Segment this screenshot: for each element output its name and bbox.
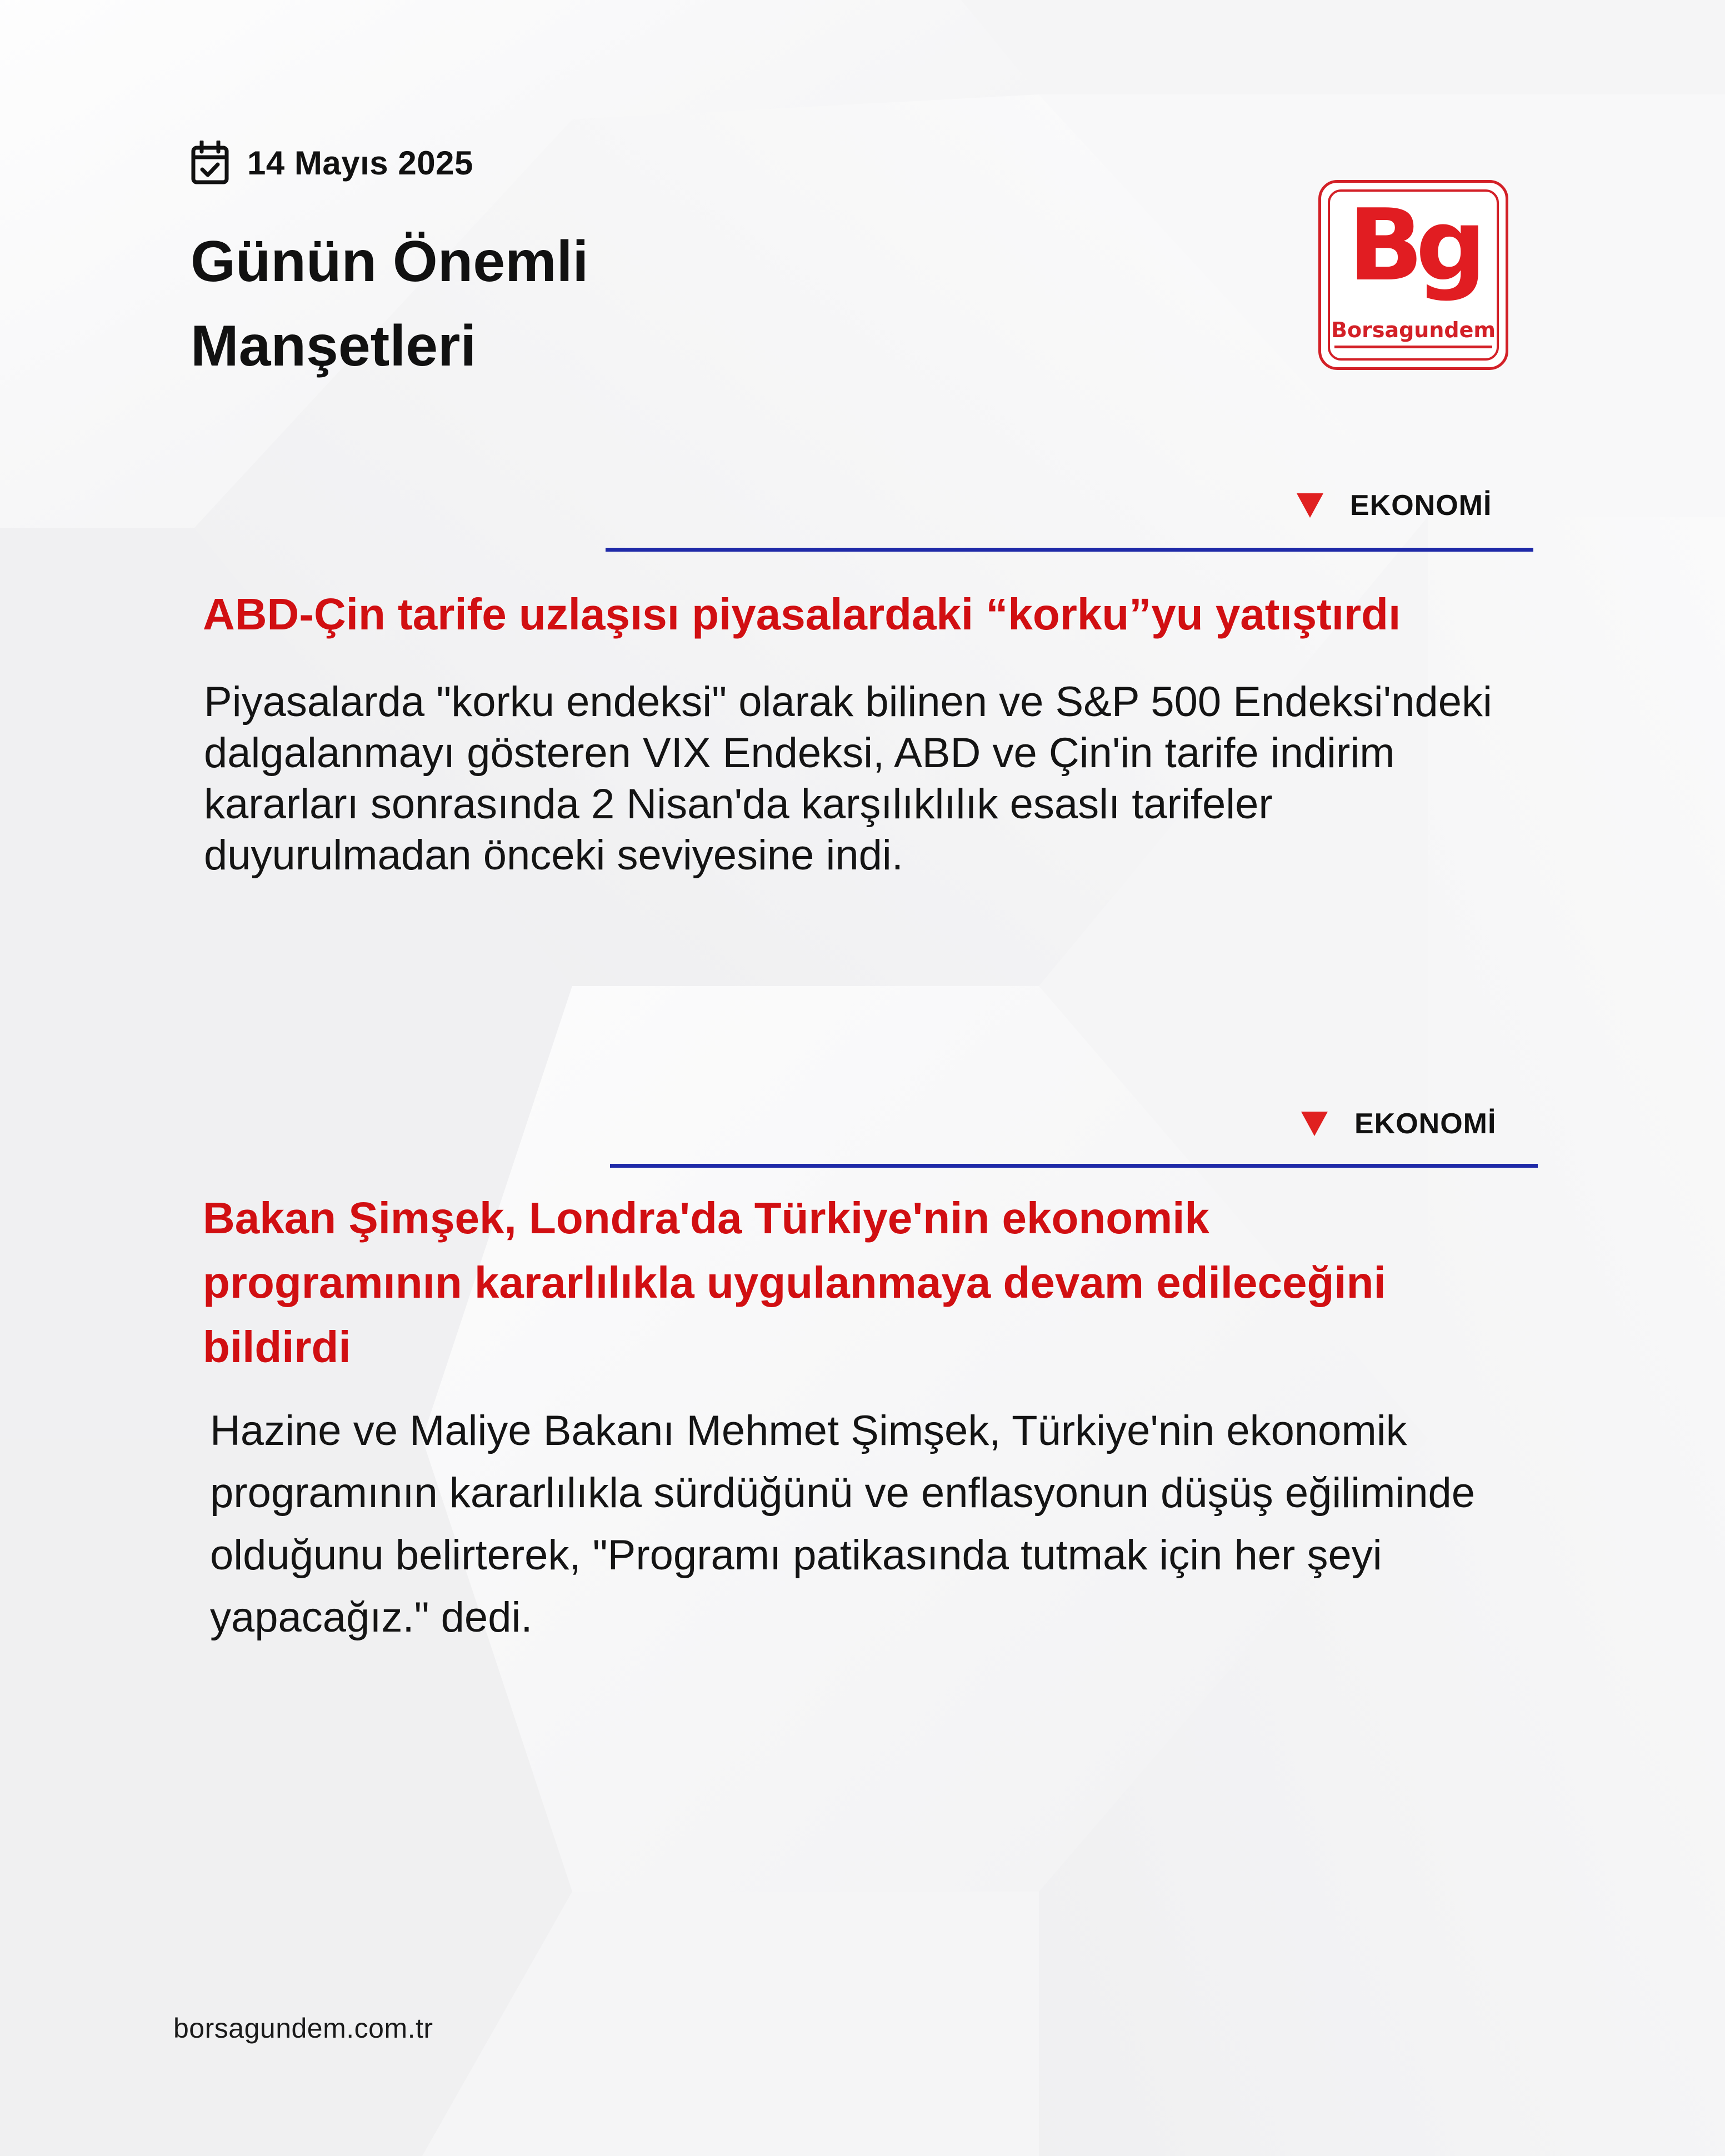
triangle-down-icon [1297,493,1323,518]
page-title-line-2: Manşetleri [191,314,477,378]
category-label: EKONOMİ [1350,489,1492,522]
article-headline: Bakan Şimşek, Londra'da Türkiye'nin ekonomik programının kararlılıkla uygulanmaya devam edileceğini bildirdi [203,1193,1386,1372]
divider-rule [606,548,1533,552]
date-row [191,141,473,185]
category-tag [1297,489,1492,522]
divider-rule [610,1164,1538,1168]
category-tag [1301,1107,1496,1140]
article-headline: ABD-Çin tarife uzlaşısı piyasalardaki “korku”yu yatıştırdı [203,589,1401,639]
triangle-down-icon [1301,1112,1328,1136]
article-body: Piyasalarda "korku endeksi" olarak bilinen ve S&P 500 Endeksi'ndeki dalgalanmayı gösteren VIX Endeksi, ABD ve Çin'in tarife indirim kararları sonrasında 2 Nisan'da karşılıklılık esaslı tarifeler duyurulmadan önceki seviyesine indi. [204,678,1492,879]
calendar-check-icon [191,141,229,185]
page-title-line-1: Günün Önemli [191,229,589,294]
date-label: 14 Mayıs 2025 [247,144,473,182]
borsagundem-logo [1318,180,1508,370]
logo-mark: Bg [1348,188,1479,303]
logo-name: Borsagundem [1331,316,1496,346]
article-body: Hazine ve Maliye Bakanı Mehmet Şimşek, Türkiye'nin ekonomik programının kararlılıkla sürdüğünü ve enflasyonun düşüş eğiliminde olduğunu belirterek, "Programı patikasında tutmak için her şeyi yapacağız." dedi. [210,1407,1476,1641]
footer-url: borsagundem.com.tr [173,2013,433,2044]
page-title [191,219,802,388]
category-label: EKONOMİ [1354,1108,1497,1140]
